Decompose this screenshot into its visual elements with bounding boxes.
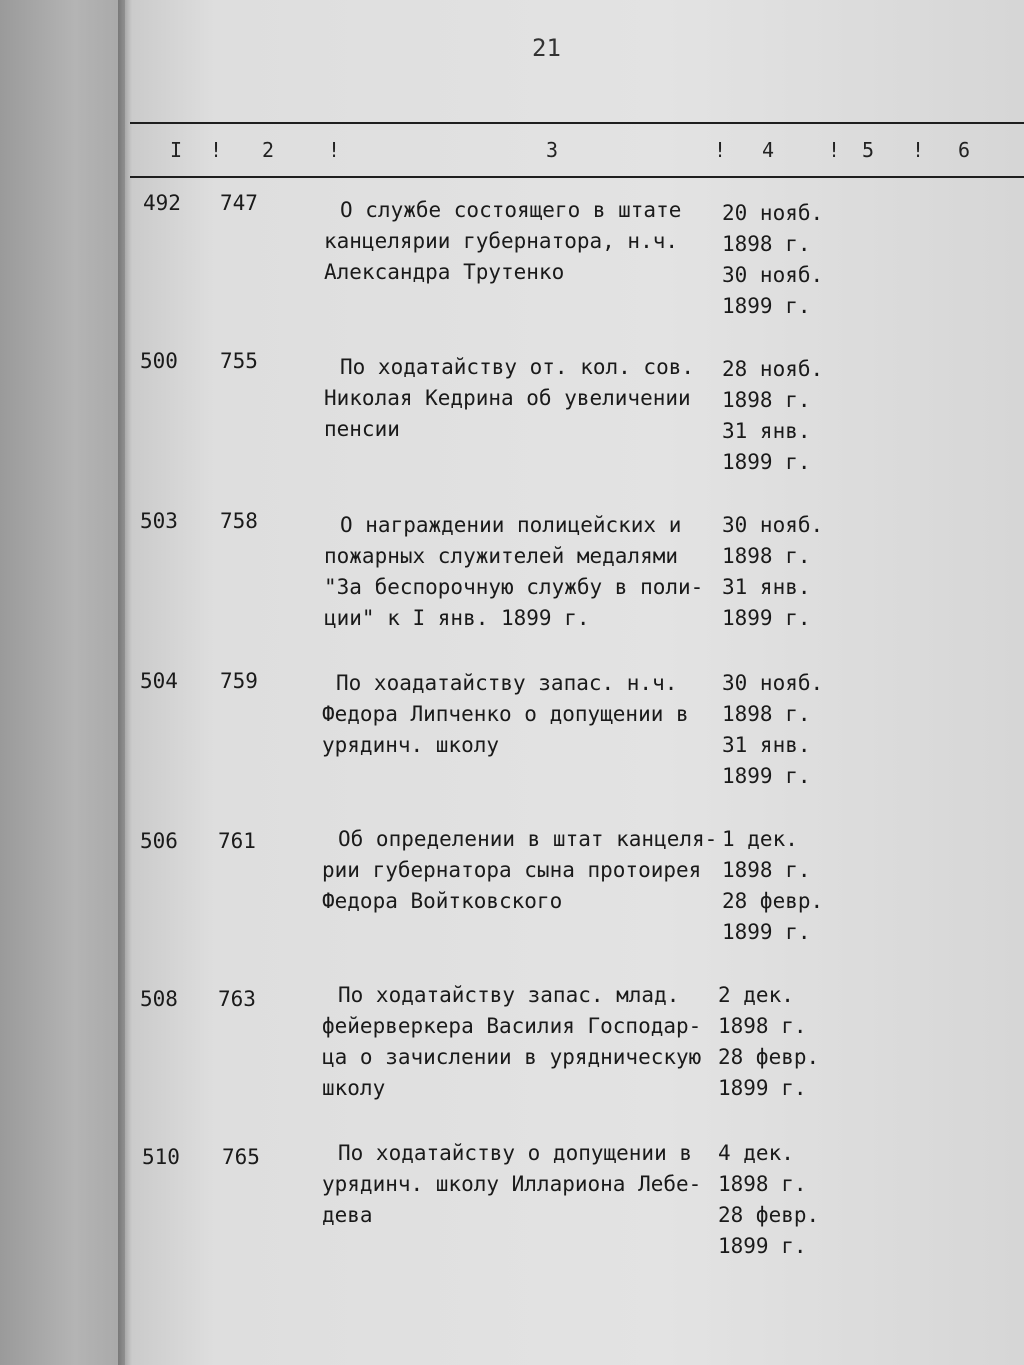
description-line: Федора Липченко о допущении в bbox=[322, 702, 689, 726]
date-start: 2 дек. bbox=[718, 983, 794, 1007]
description-line: Николая Кедрина об увеличении bbox=[324, 386, 691, 410]
description-line: Об определении в штат канцеля- bbox=[338, 827, 718, 851]
description-line: дева bbox=[322, 1203, 373, 1227]
header-col-6: 6 bbox=[958, 138, 971, 162]
date-end: 31 янв. bbox=[722, 575, 811, 599]
date-end-year: 1899 г. bbox=[722, 764, 811, 788]
description-line: урядинч. школу bbox=[322, 733, 500, 757]
description-line: канцелярии губернатора, н.ч. bbox=[324, 229, 679, 253]
description-line: рии губернатора сына протоирея bbox=[322, 858, 702, 882]
header-col-5: 5 bbox=[862, 138, 875, 162]
header-col-1: I bbox=[170, 138, 183, 162]
header-separator: ! bbox=[828, 138, 841, 162]
date-end: 28 февр. bbox=[718, 1203, 820, 1227]
description-line: По ходатайству о допущении в bbox=[338, 1141, 693, 1165]
description-line: урядинч. школу Иллариона Лебе- bbox=[322, 1172, 702, 1196]
description-line: О службе состоящего в штате bbox=[340, 198, 682, 222]
previous-page-edge bbox=[0, 0, 125, 1365]
date-start: 20 нояб. bbox=[722, 201, 824, 225]
description-line: ции" к I янв. 1899 г. bbox=[324, 606, 590, 630]
header-col-2: 2 bbox=[262, 138, 275, 162]
date-end-year: 1899 г. bbox=[718, 1076, 807, 1100]
date-start-year: 1898 г. bbox=[718, 1172, 807, 1196]
description-line: пенсии bbox=[324, 417, 400, 441]
table-header-rule bbox=[130, 176, 1024, 178]
record-number: 508 bbox=[140, 987, 178, 1011]
date-start-year: 1898 г. bbox=[718, 1014, 807, 1038]
file-number: 765 bbox=[222, 1145, 260, 1169]
date-start-year: 1898 г. bbox=[722, 858, 811, 882]
record-number: 492 bbox=[143, 191, 181, 215]
date-start: 1 дек. bbox=[722, 827, 798, 851]
page-number: 21 bbox=[532, 34, 561, 62]
date-end-year: 1899 г. bbox=[718, 1234, 807, 1258]
table-top-rule bbox=[130, 122, 1024, 124]
date-start-year: 1898 г. bbox=[722, 232, 811, 256]
description-line: Александра Трутенко bbox=[324, 260, 565, 284]
description-line: Федора Войтковского bbox=[322, 889, 563, 913]
description-line: По ходатайству от. кол. сов. bbox=[340, 355, 695, 379]
description-line: О награждении полицейских и bbox=[340, 513, 682, 537]
header-separator: ! bbox=[328, 138, 341, 162]
description-line: фейерверкера Василия Господар- bbox=[322, 1014, 702, 1038]
date-end-year: 1899 г. bbox=[722, 294, 811, 318]
record-number: 503 bbox=[140, 509, 178, 533]
record-number: 510 bbox=[142, 1145, 180, 1169]
book-gutter bbox=[118, 0, 132, 1365]
file-number: 759 bbox=[220, 669, 258, 693]
date-end: 31 янв. bbox=[722, 419, 811, 443]
header-separator: ! bbox=[210, 138, 223, 162]
date-start: 28 нояб. bbox=[722, 357, 824, 381]
date-end: 30 нояб. bbox=[722, 263, 824, 287]
description-line: "За беспорочную службу в поли- bbox=[324, 575, 704, 599]
date-end: 28 февр. bbox=[718, 1045, 820, 1069]
file-number: 755 bbox=[220, 349, 258, 373]
header-separator: ! bbox=[912, 138, 925, 162]
description-line: По ходатайству запас. млад. bbox=[338, 983, 680, 1007]
file-number: 761 bbox=[218, 829, 256, 853]
header-col-4: 4 bbox=[762, 138, 775, 162]
description-line: ца о зачислении в урядническую bbox=[322, 1045, 702, 1069]
date-start: 30 нояб. bbox=[722, 671, 824, 695]
file-number: 758 bbox=[220, 509, 258, 533]
record-number: 504 bbox=[140, 669, 178, 693]
file-number: 763 bbox=[218, 987, 256, 1011]
date-start-year: 1898 г. bbox=[722, 544, 811, 568]
description-line: школу bbox=[322, 1076, 386, 1100]
date-start: 4 дек. bbox=[718, 1141, 794, 1165]
description-line: пожарных служителей медалями bbox=[324, 544, 679, 568]
date-end-year: 1899 г. bbox=[722, 920, 811, 944]
header-col-3: 3 bbox=[546, 138, 559, 162]
date-end-year: 1899 г. bbox=[722, 606, 811, 630]
date-start: 30 нояб. bbox=[722, 513, 824, 537]
date-end: 31 янв. bbox=[722, 733, 811, 757]
date-start-year: 1898 г. bbox=[722, 702, 811, 726]
record-number: 506 bbox=[140, 829, 178, 853]
header-separator: ! bbox=[714, 138, 727, 162]
file-number: 747 bbox=[220, 191, 258, 215]
date-end: 28 февр. bbox=[722, 889, 824, 913]
date-start-year: 1898 г. bbox=[722, 388, 811, 412]
date-end-year: 1899 г. bbox=[722, 450, 811, 474]
record-number: 500 bbox=[140, 349, 178, 373]
description-line: По хоадатайству запас. н.ч. bbox=[336, 671, 678, 695]
